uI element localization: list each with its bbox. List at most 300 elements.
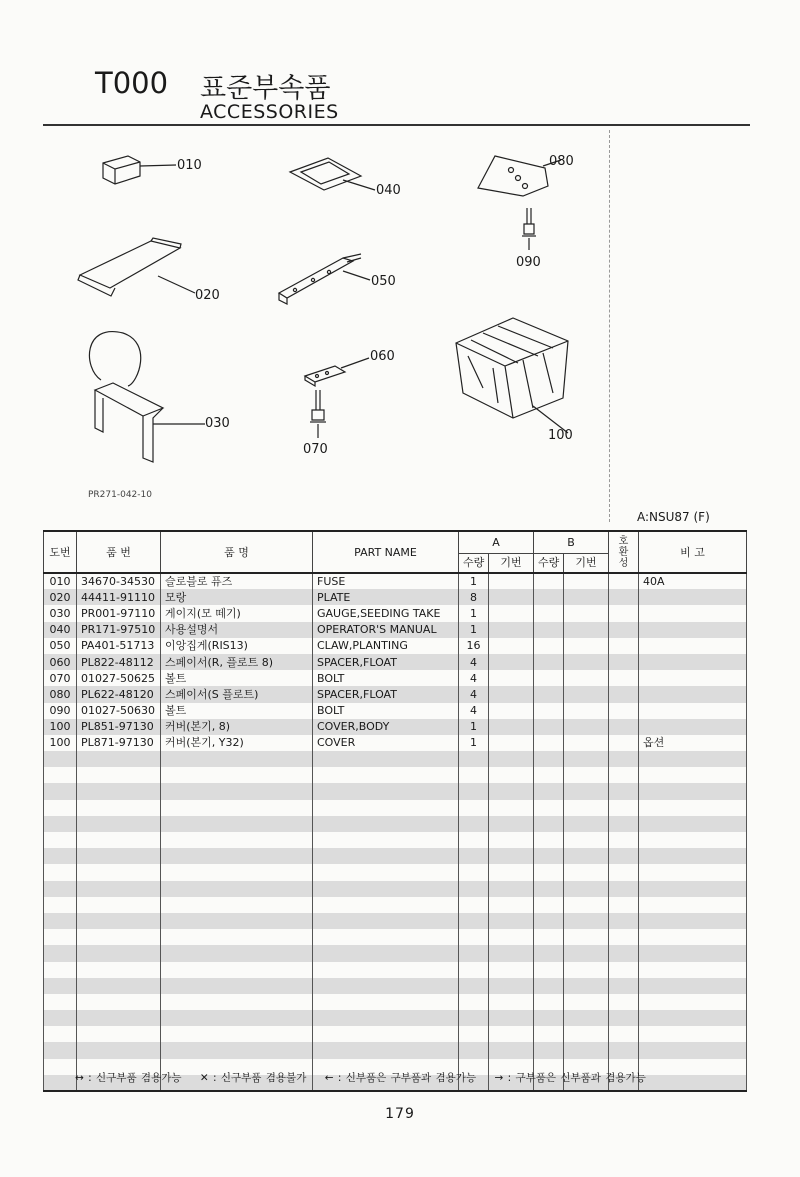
cell-remark xyxy=(639,670,747,686)
cell-empty xyxy=(77,848,161,864)
cell-empty xyxy=(489,1042,534,1058)
cell-empty xyxy=(489,605,534,621)
table-row xyxy=(44,897,747,913)
col-interchange: 호 환 성 xyxy=(609,531,639,573)
cell-empty xyxy=(564,686,609,702)
cell-empty xyxy=(489,897,534,913)
cell-empty xyxy=(459,816,489,832)
cell-empty xyxy=(639,848,747,864)
cell-empty xyxy=(313,962,459,978)
cell-empty xyxy=(44,881,77,897)
cell-empty xyxy=(564,573,609,589)
cell-empty xyxy=(489,881,534,897)
cell-empty xyxy=(313,1026,459,1042)
callout-080: 080 xyxy=(549,154,574,169)
cell-empty xyxy=(564,605,609,621)
cell-remark xyxy=(639,654,747,670)
cell-empty xyxy=(639,945,747,961)
cell-empty xyxy=(609,1010,639,1026)
cell-empty xyxy=(44,767,77,783)
cell-empty xyxy=(609,703,639,719)
cell-empty xyxy=(459,864,489,880)
cell-empty xyxy=(77,783,161,799)
cell-empty xyxy=(459,945,489,961)
cell-ref: 060 xyxy=(44,654,77,670)
cell-empty xyxy=(534,1042,564,1058)
cell-empty xyxy=(639,1042,747,1058)
cell-empty xyxy=(534,573,564,589)
cell-empty xyxy=(489,962,534,978)
col-group-a: A xyxy=(459,531,534,553)
cell-empty xyxy=(459,1042,489,1058)
cell-empty xyxy=(609,751,639,767)
cell-empty xyxy=(564,670,609,686)
cell-empty xyxy=(44,1059,77,1075)
table-row xyxy=(44,816,747,832)
cell-empty xyxy=(489,751,534,767)
cell-empty xyxy=(609,622,639,638)
cell-ref: 080 xyxy=(44,686,77,702)
cell-empty xyxy=(534,994,564,1010)
cell-empty xyxy=(609,573,639,589)
cell-empty xyxy=(639,751,747,767)
cell-empty xyxy=(44,783,77,799)
cell-empty xyxy=(44,1026,77,1042)
cell-empty xyxy=(534,654,564,670)
cell-part-no: 01027-50630 xyxy=(77,703,161,719)
table-row xyxy=(44,962,747,978)
table-row xyxy=(44,1042,747,1058)
callout-030: 030 xyxy=(205,416,230,431)
cell-name-en: OPERATOR'S MANUAL xyxy=(313,622,459,638)
cell-empty xyxy=(609,589,639,605)
cell-empty xyxy=(459,897,489,913)
cell-name-en: FUSE xyxy=(313,573,459,589)
cell-name-ko: 볼트 xyxy=(161,670,313,686)
cell-empty xyxy=(534,832,564,848)
cell-ref: 100 xyxy=(44,719,77,735)
cell-remark xyxy=(639,703,747,719)
cell-empty xyxy=(77,978,161,994)
section-title-english: ACCESSORIES xyxy=(200,101,339,123)
table-row xyxy=(44,719,747,735)
cell-qty-a: 1 xyxy=(459,605,489,621)
cell-remark xyxy=(639,622,747,638)
cell-part-no: 34670-34530 xyxy=(77,573,161,589)
table-row xyxy=(44,686,747,702)
cell-empty xyxy=(161,945,313,961)
cell-name-ko: 사용설명서 xyxy=(161,622,313,638)
cell-empty xyxy=(609,945,639,961)
cell-remark xyxy=(639,686,747,702)
cell-empty xyxy=(609,1026,639,1042)
cell-empty xyxy=(77,1010,161,1026)
table-row xyxy=(44,913,747,929)
table-row xyxy=(44,848,747,864)
cell-qty-a: 4 xyxy=(459,670,489,686)
cell-empty xyxy=(489,573,534,589)
cell-empty xyxy=(534,913,564,929)
cell-empty xyxy=(564,1026,609,1042)
callout-010: 010 xyxy=(177,158,202,173)
model-note: A:NSU87 (F) xyxy=(637,510,710,524)
cell-empty xyxy=(44,945,77,961)
cell-empty xyxy=(313,832,459,848)
table-row xyxy=(44,881,747,897)
cell-empty xyxy=(161,913,313,929)
cell-empty xyxy=(489,638,534,654)
cell-remark: 40A xyxy=(639,573,747,589)
cell-empty xyxy=(44,978,77,994)
table-row xyxy=(44,654,747,670)
cell-empty xyxy=(534,767,564,783)
cell-empty xyxy=(459,1026,489,1042)
cell-qty-a: 4 xyxy=(459,703,489,719)
cell-empty xyxy=(161,897,313,913)
cell-empty xyxy=(44,816,77,832)
cell-name-en: SPACER,FLOAT xyxy=(313,686,459,702)
cell-empty xyxy=(609,832,639,848)
cell-empty xyxy=(489,1026,534,1042)
cell-empty xyxy=(313,767,459,783)
cell-empty xyxy=(609,816,639,832)
cell-empty xyxy=(609,686,639,702)
cell-empty xyxy=(313,783,459,799)
table-row xyxy=(44,589,747,605)
cell-empty xyxy=(489,913,534,929)
cell-empty xyxy=(161,978,313,994)
cell-empty xyxy=(161,832,313,848)
col-part-name: PART NAME xyxy=(313,531,459,573)
cell-name-en: CLAW,PLANTING xyxy=(313,638,459,654)
cell-part-no: PL871-97130 xyxy=(77,735,161,751)
cell-empty xyxy=(313,929,459,945)
cell-empty xyxy=(313,978,459,994)
cell-empty xyxy=(534,638,564,654)
cell-empty xyxy=(639,994,747,1010)
cell-empty xyxy=(564,703,609,719)
cell-empty xyxy=(44,929,77,945)
table-row xyxy=(44,1026,747,1042)
cell-empty xyxy=(489,945,534,961)
cell-empty xyxy=(564,622,609,638)
col-b-qty: 수량 xyxy=(534,553,564,573)
cell-qty-a: 1 xyxy=(459,719,489,735)
table-row xyxy=(44,735,747,751)
cell-empty xyxy=(534,848,564,864)
parts-table xyxy=(43,530,747,1092)
cell-empty xyxy=(313,897,459,913)
cell-ref: 100 xyxy=(44,735,77,751)
cell-empty xyxy=(609,897,639,913)
page-number: 179 xyxy=(385,1106,415,1122)
cell-empty xyxy=(44,1042,77,1058)
cell-empty xyxy=(534,1026,564,1042)
section-title-korean: 표준부속품 xyxy=(200,73,331,104)
table-row xyxy=(44,573,747,589)
cell-name-ko: 슬로블로 퓨즈 xyxy=(161,573,313,589)
col-group-b: B xyxy=(534,531,609,553)
cell-empty xyxy=(489,783,534,799)
cell-empty xyxy=(609,848,639,864)
cell-empty xyxy=(77,897,161,913)
cell-empty xyxy=(313,945,459,961)
parts-illustration xyxy=(43,128,609,518)
cell-empty xyxy=(459,962,489,978)
cell-empty xyxy=(534,897,564,913)
cell-empty xyxy=(77,751,161,767)
cell-empty xyxy=(534,783,564,799)
cell-empty xyxy=(609,767,639,783)
cell-empty xyxy=(44,848,77,864)
cell-empty xyxy=(609,962,639,978)
parts-table-body xyxy=(44,573,747,1091)
cell-qty-a: 1 xyxy=(459,573,489,589)
cell-part-no: PL851-97130 xyxy=(77,719,161,735)
cell-empty xyxy=(459,832,489,848)
table-row xyxy=(44,783,747,799)
cell-empty xyxy=(489,864,534,880)
callout-100: 100 xyxy=(548,428,573,443)
cell-empty xyxy=(609,864,639,880)
cell-empty xyxy=(534,686,564,702)
cell-empty xyxy=(44,897,77,913)
cell-empty xyxy=(77,1026,161,1042)
cell-empty xyxy=(564,1042,609,1058)
col-b-base: 기번 xyxy=(564,553,609,573)
table-row xyxy=(44,767,747,783)
cell-empty xyxy=(609,929,639,945)
cell-empty xyxy=(564,994,609,1010)
cell-empty xyxy=(161,929,313,945)
cell-empty xyxy=(44,913,77,929)
cell-empty xyxy=(609,654,639,670)
cell-empty xyxy=(609,605,639,621)
table-row xyxy=(44,800,747,816)
cell-empty xyxy=(564,800,609,816)
cell-empty xyxy=(489,848,534,864)
cell-empty xyxy=(161,816,313,832)
callout-020: 020 xyxy=(195,288,220,303)
cell-empty xyxy=(564,751,609,767)
cell-empty xyxy=(44,1075,77,1091)
cell-empty xyxy=(564,735,609,751)
cell-empty xyxy=(534,751,564,767)
cell-empty xyxy=(564,945,609,961)
cell-empty xyxy=(639,800,747,816)
cell-name-ko: 커버(본기, Y32) xyxy=(161,735,313,751)
cell-empty xyxy=(489,1010,534,1026)
cell-empty xyxy=(313,864,459,880)
cell-empty xyxy=(459,929,489,945)
cell-empty xyxy=(161,783,313,799)
cell-empty xyxy=(564,589,609,605)
cell-empty xyxy=(564,881,609,897)
cell-name-ko: 스페이서(S 플로트) xyxy=(161,686,313,702)
cell-empty xyxy=(639,1026,747,1042)
legend-item: ↔ : 신구부품 겸용가능 xyxy=(75,1072,182,1084)
cell-empty xyxy=(313,1010,459,1026)
cell-empty xyxy=(564,783,609,799)
cell-empty xyxy=(609,800,639,816)
callout-090: 090 xyxy=(516,255,541,270)
cell-empty xyxy=(44,800,77,816)
cell-part-no: PL822-48112 xyxy=(77,654,161,670)
cell-name-en: BOLT xyxy=(313,703,459,719)
figure-reference: PR271-042-10 xyxy=(88,490,152,500)
cell-name-ko: 커버(본기, 8) xyxy=(161,719,313,735)
cell-part-no: 44411-91110 xyxy=(77,589,161,605)
cell-empty xyxy=(161,1026,313,1042)
cell-empty xyxy=(313,848,459,864)
legend-item: → : 구부품은 신부품과 겸용가능 xyxy=(494,1072,646,1084)
header-divider xyxy=(43,124,750,126)
cell-ref: 040 xyxy=(44,622,77,638)
cell-qty-a: 4 xyxy=(459,654,489,670)
cell-part-no: PL622-48120 xyxy=(77,686,161,702)
bolt-drawing xyxy=(310,390,326,438)
cell-empty xyxy=(459,913,489,929)
cell-name-en: COVER xyxy=(313,735,459,751)
cell-empty xyxy=(77,945,161,961)
cell-empty xyxy=(459,978,489,994)
callout-070: 070 xyxy=(303,442,328,457)
cell-empty xyxy=(489,832,534,848)
interchangeability-legend xyxy=(75,1070,660,1085)
cell-empty xyxy=(313,1042,459,1058)
cell-empty xyxy=(459,783,489,799)
cell-ref: 090 xyxy=(44,703,77,719)
cell-empty xyxy=(161,1042,313,1058)
cell-empty xyxy=(44,962,77,978)
cell-empty xyxy=(564,962,609,978)
cell-ref: 050 xyxy=(44,638,77,654)
cell-qty-a: 16 xyxy=(459,638,489,654)
cell-empty xyxy=(313,816,459,832)
cell-empty xyxy=(77,864,161,880)
cell-empty xyxy=(534,605,564,621)
cell-empty xyxy=(564,864,609,880)
cell-name-ko: 볼트 xyxy=(161,703,313,719)
table-row xyxy=(44,703,747,719)
cell-name-en: SPACER,FLOAT xyxy=(313,654,459,670)
table-row xyxy=(44,945,747,961)
cell-empty xyxy=(489,978,534,994)
plate-drawing xyxy=(78,238,195,296)
cell-empty xyxy=(609,783,639,799)
cell-empty xyxy=(609,670,639,686)
cell-empty xyxy=(459,1010,489,1026)
cell-empty xyxy=(489,703,534,719)
cell-empty xyxy=(534,622,564,638)
cell-empty xyxy=(77,881,161,897)
cell-empty xyxy=(609,719,639,735)
col-a-base: 기번 xyxy=(489,553,534,573)
cell-empty xyxy=(564,978,609,994)
cell-empty xyxy=(489,622,534,638)
table-row xyxy=(44,622,747,638)
table-row xyxy=(44,638,747,654)
cell-empty xyxy=(77,1042,161,1058)
cell-empty xyxy=(609,881,639,897)
col-ref: 도번 xyxy=(44,531,77,573)
cell-qty-a: 4 xyxy=(459,686,489,702)
cell-empty xyxy=(161,994,313,1010)
bolt-drawing-2 xyxy=(522,208,536,250)
cell-empty xyxy=(161,751,313,767)
cell-empty xyxy=(313,881,459,897)
cell-empty xyxy=(44,832,77,848)
cell-empty xyxy=(609,735,639,751)
table-row xyxy=(44,670,747,686)
spacer-float-drawing xyxy=(305,358,369,386)
cell-name-en: GAUGE,SEEDING TAKE xyxy=(313,605,459,621)
cell-name-en: BOLT xyxy=(313,670,459,686)
cell-empty xyxy=(489,589,534,605)
cell-remark xyxy=(639,605,747,621)
cell-empty xyxy=(639,816,747,832)
cell-empty xyxy=(161,767,313,783)
cell-empty xyxy=(564,1010,609,1026)
cell-empty xyxy=(564,638,609,654)
table-row xyxy=(44,605,747,621)
cell-empty xyxy=(564,913,609,929)
cell-name-ko: 스페이서(R, 플로트 8) xyxy=(161,654,313,670)
cell-part-no: PR171-97510 xyxy=(77,622,161,638)
cell-ref: 030 xyxy=(44,605,77,621)
cell-name-en: COVER,BODY xyxy=(313,719,459,735)
cell-empty xyxy=(534,719,564,735)
cell-empty xyxy=(534,864,564,880)
cell-remark xyxy=(639,589,747,605)
cell-empty xyxy=(489,767,534,783)
cell-empty xyxy=(534,816,564,832)
cell-empty xyxy=(609,638,639,654)
cell-empty xyxy=(44,751,77,767)
cell-name-ko: 게이지(모 떼기) xyxy=(161,605,313,621)
cell-empty xyxy=(534,703,564,719)
section-code: T000 xyxy=(95,66,169,100)
cell-qty-a: 1 xyxy=(459,735,489,751)
cell-empty xyxy=(77,816,161,832)
cell-remark xyxy=(639,638,747,654)
cell-empty xyxy=(609,994,639,1010)
figure-divider xyxy=(609,130,610,522)
cell-empty xyxy=(564,897,609,913)
cell-empty xyxy=(313,994,459,1010)
table-row xyxy=(44,751,747,767)
cell-empty xyxy=(459,848,489,864)
cell-empty xyxy=(313,800,459,816)
cell-empty xyxy=(161,962,313,978)
table-row xyxy=(44,929,747,945)
cell-name-ko: 이앙집게(RIS13) xyxy=(161,638,313,654)
cell-empty xyxy=(459,767,489,783)
cell-empty xyxy=(639,864,747,880)
cell-empty xyxy=(534,1010,564,1026)
table-row xyxy=(44,1010,747,1026)
cell-empty xyxy=(489,735,534,751)
cell-empty xyxy=(534,881,564,897)
legend-item: ✕ : 신구부품 겸용불가 xyxy=(199,1072,307,1084)
cell-ref: 010 xyxy=(44,573,77,589)
cell-empty xyxy=(489,800,534,816)
cell-empty xyxy=(609,978,639,994)
cell-empty xyxy=(564,848,609,864)
cell-empty xyxy=(489,816,534,832)
cell-remark: 옵션 xyxy=(639,735,747,751)
cell-empty xyxy=(77,832,161,848)
